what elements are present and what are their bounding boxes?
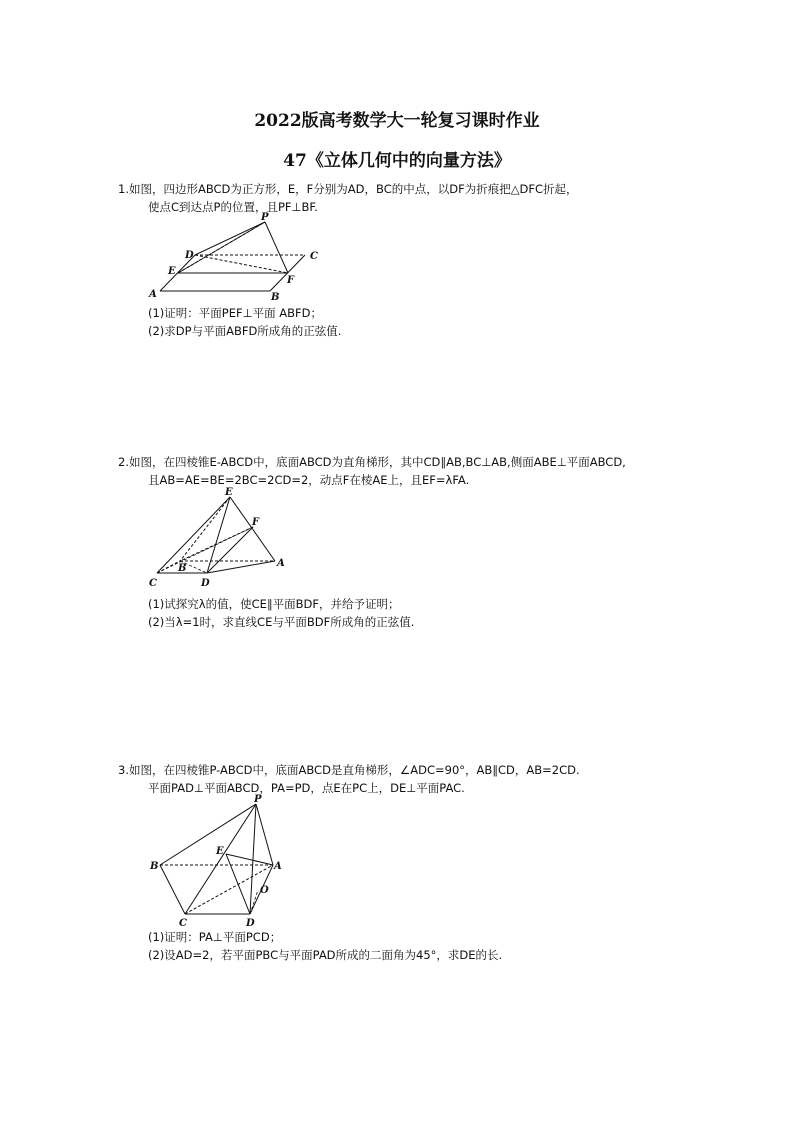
problem-2-stem-line2: 且AB=AE=BE=2BC=2CD=2，动点F在棱AE上，且EF=λFA. bbox=[148, 473, 470, 487]
document-subtitle: 47《立体几何中的向量方法》 bbox=[283, 151, 511, 171]
problem-3-figure bbox=[148, 792, 288, 930]
label-C: C bbox=[149, 578, 157, 589]
label-C: C bbox=[179, 918, 187, 929]
problem-3-stem-line2: 平面PAD⊥平面ABCD，PA=PD，点E在PC上，DE⊥平面PAC. bbox=[148, 781, 465, 795]
label-P: P bbox=[254, 794, 262, 805]
problem-2-stem-line1: 2.如图，在四棱锥E-ABCD中，底面ABCD为直角梯形，其中CD∥AB,BC⊥AB,侧面ABE⊥平面ABCD, bbox=[118, 455, 626, 469]
label-D: D bbox=[246, 918, 255, 929]
pyramid-e-abcd-diagram bbox=[145, 485, 295, 590]
problem-2-figure bbox=[145, 485, 295, 590]
label-D: D bbox=[201, 578, 210, 589]
label-P: P bbox=[261, 212, 269, 223]
label-E: E bbox=[168, 266, 176, 277]
label-B: B bbox=[271, 292, 280, 303]
problem-1-figure bbox=[140, 212, 340, 302]
folded-square-diagram bbox=[140, 212, 340, 302]
label-B: B bbox=[178, 563, 187, 574]
problem-1-stem-line2: 使点C到达点P的位置，且PF⊥BF. bbox=[148, 200, 318, 214]
label-A: A bbox=[149, 289, 157, 300]
label-B: B bbox=[150, 861, 159, 872]
problem-1-stem-line1: 1.如图，四边形ABCD为正方形，E，F分别为AD，BC的中点，以DF为折痕把△DFC折起， bbox=[118, 182, 578, 196]
document-title: 2022版高考数学大一轮复习课时作业 bbox=[254, 111, 540, 131]
label-E: E bbox=[216, 846, 224, 857]
problem-1-question-2: (2)求DP与平面ABFD所成角的正弦值. bbox=[148, 324, 342, 338]
problem-2-question-2: (2)当λ=1时，求直线CE与平面BDF所成角的正弦值. bbox=[148, 615, 415, 629]
problem-3-question-1: (1)证明：PA⊥平面PCD； bbox=[148, 930, 282, 944]
problem-3-stem-line1: 3.如图，在四棱锥P-ABCD中，底面ABCD是直角梯形，∠ADC=90°，AB∥CD，AB=2CD. bbox=[118, 763, 580, 777]
label-C: C bbox=[310, 251, 318, 262]
problem-3-question-2: (2)设AD=2，若平面PBC与平面PAD所成的二面角为45°，求DE的长. bbox=[148, 948, 503, 962]
pyramid-p-abcd-diagram bbox=[148, 792, 288, 930]
label-O: O bbox=[260, 885, 269, 896]
problem-1-question-1: (1)证明：平面PEF⊥平面 ABFD； bbox=[148, 306, 323, 320]
label-E: E bbox=[225, 487, 233, 498]
problem-2-question-1: (1)试探究λ的值，使CE∥平面BDF，并给予证明； bbox=[148, 597, 400, 611]
label-A: A bbox=[274, 861, 282, 872]
label-F: F bbox=[287, 275, 295, 286]
label-A: A bbox=[277, 558, 285, 569]
label-F: F bbox=[252, 517, 260, 528]
label-D: D bbox=[185, 250, 194, 261]
